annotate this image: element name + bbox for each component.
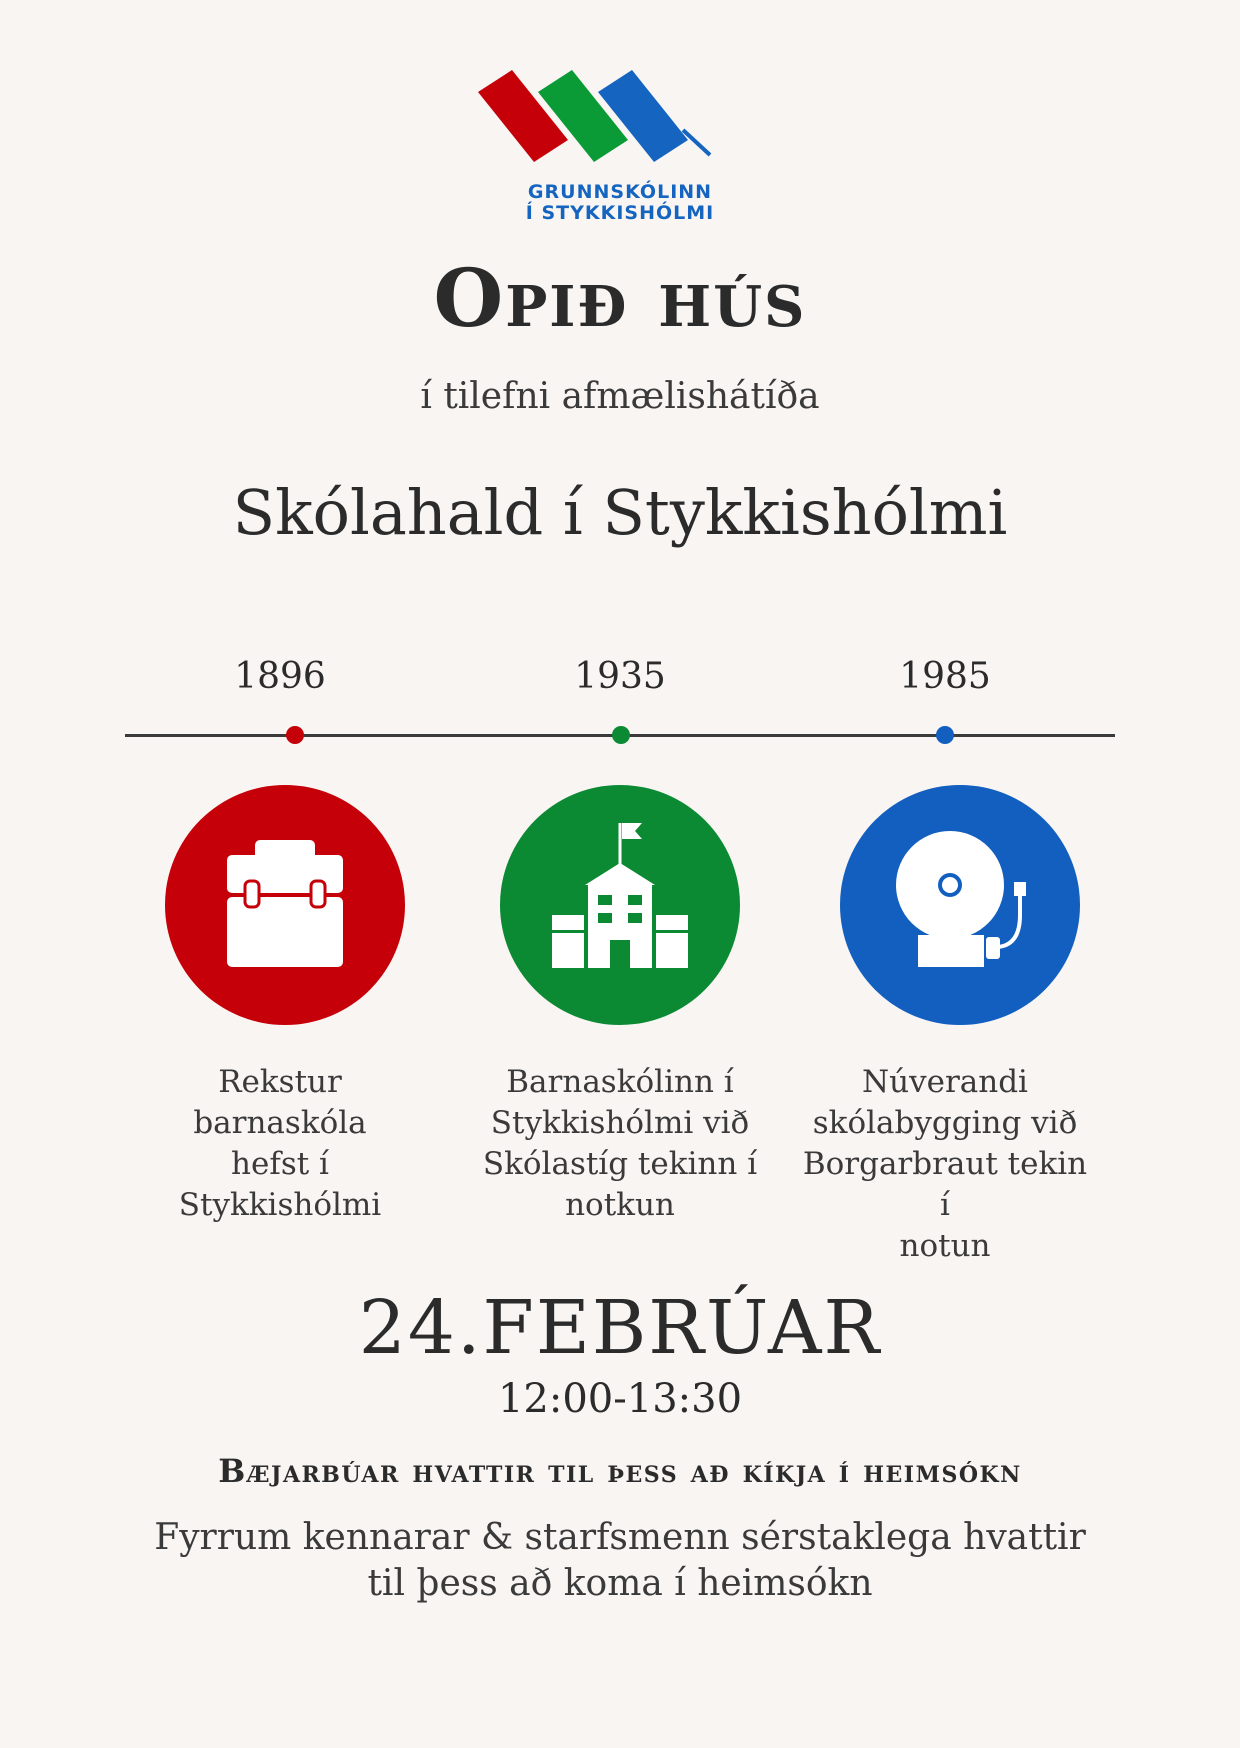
logo-text-line1: GRUNNSKÓLINN bbox=[527, 181, 713, 203]
description-line: notkun bbox=[565, 1187, 675, 1223]
description-line: Núverandi bbox=[862, 1064, 1028, 1100]
description-line: notun bbox=[899, 1228, 991, 1264]
timeline-year-1985: 1985 bbox=[899, 656, 991, 697]
description-line: Barnaskólinn í bbox=[506, 1064, 734, 1100]
logo-text-line2: Í STYKKISHÓLMI bbox=[525, 202, 715, 224]
timeline-dot-1896 bbox=[286, 726, 304, 744]
milestone-description-1935 bbox=[470, 1062, 770, 1226]
event-invite: Bæjarbúar hvattir til þess að kíkja í heimsókn bbox=[218, 1452, 1022, 1490]
description-line: skólabygging við bbox=[812, 1105, 1078, 1141]
description-line: Borgarbraut tekin í bbox=[802, 1146, 1088, 1223]
timeline-year-1935: 1935 bbox=[574, 656, 666, 697]
school-building-icon bbox=[500, 785, 740, 1025]
timeline-dot-1935 bbox=[612, 726, 630, 744]
page-title: Opið hús bbox=[433, 251, 807, 345]
event-date: 24.FEBRÚAR bbox=[358, 1285, 882, 1371]
milestone-circle-1935 bbox=[500, 785, 740, 1025]
timeline-dot-1985 bbox=[936, 726, 954, 744]
timeline-year-1896: 1896 bbox=[234, 656, 326, 697]
milestone-circle-1896 bbox=[165, 785, 405, 1025]
briefcase-icon bbox=[165, 785, 405, 1025]
description-line: Rekstur barnaskóla bbox=[193, 1064, 367, 1141]
milestone-circle-1985 bbox=[840, 785, 1080, 1025]
description-line: Stykkishólmi við bbox=[490, 1105, 750, 1141]
milestone-description-1896 bbox=[130, 1062, 430, 1226]
description-line: Skólastíg tekinn í bbox=[482, 1146, 758, 1182]
section-heading: Skólahald í Stykkishólmi bbox=[232, 476, 1008, 549]
milestone-description-1985 bbox=[795, 1062, 1095, 1267]
event-time: 12:00-13:30 bbox=[497, 1376, 743, 1422]
description-line: hefst í Stykkishólmi bbox=[178, 1146, 382, 1223]
event-note-line1: Fyrrum kennarar & starfsmenn sérstaklega hvattir bbox=[154, 1517, 1086, 1558]
school-bell-icon bbox=[840, 785, 1080, 1025]
event-note-line2: til þess að koma í heimsókn bbox=[367, 1563, 873, 1604]
page-subtitle: í tilefni afmælishátíða bbox=[420, 376, 820, 417]
